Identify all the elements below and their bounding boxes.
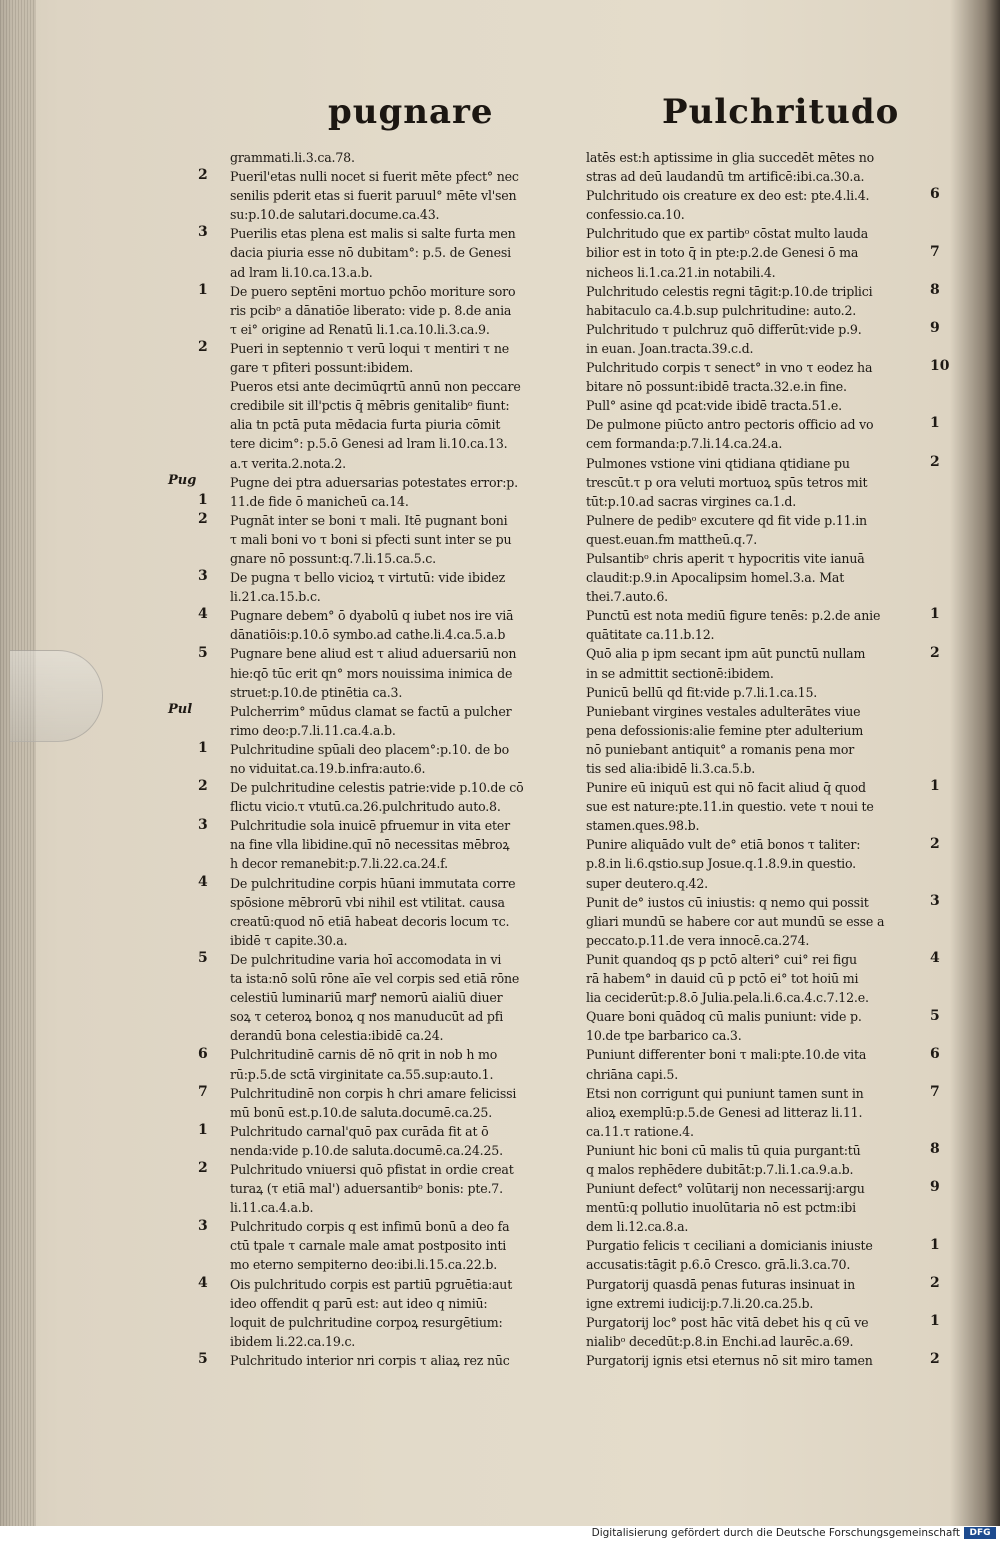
right-margin-marker: 4 <box>930 950 940 967</box>
left-column-line: ad lram li.10.ca.13.a.b. <box>230 264 373 280</box>
right-margin-marker: 1 <box>930 1313 940 1330</box>
right-margin-marker: 7 <box>930 1083 940 1100</box>
right-column-text <box>586 148 932 1370</box>
left-column-line: rū:p.5.de sctā virginitate ca.55.sup:auto.1. <box>230 1066 494 1082</box>
left-column-line: derandū bona celestia:ibidē ca.24. <box>230 1028 444 1044</box>
right-column-line: Purgatorij quasdā penas futuras insinuat in <box>586 1276 855 1292</box>
left-column-line: Pulchritudo interior nri corpis τ aliaꝝ rez nūc <box>230 1352 510 1368</box>
left-column-line: Pulchritudo carnal'quō pax curāda fit at ō <box>230 1123 489 1139</box>
running-head-left: pugnare <box>328 92 494 132</box>
left-column-line: De pugna τ bello vicioꝝ τ virtutū: vide ibidez <box>230 570 506 586</box>
right-column-line: rā habem° in dauid cū p pctō ei° tot hoiū mi <box>586 971 859 987</box>
left-column-line: hie:qō tūc erit qn° mors nouissima inimica de <box>230 665 513 681</box>
right-column-line: Pulchritudo ois creature ex deo est: pte.4.li.4. <box>586 188 870 204</box>
left-column-line: De pulchritudine corpis hūani immutata corre <box>230 875 516 891</box>
right-column-line: quest.euan.fm mattheū.q.7. <box>586 531 758 547</box>
left-margin-marker: 1 <box>198 281 208 298</box>
left-column-line: flictu vicio.τ vtutū.ca.26.pulchritudo auto.8. <box>230 799 501 815</box>
right-column-line: Puniunt defect° volūtarij non necessarij:argu <box>586 1181 865 1197</box>
right-margin-marker: 8 <box>930 281 940 298</box>
right-column-line: ca.11.τ ratione.4. <box>586 1123 694 1139</box>
right-column-line: latēs est:h aptissime in glia succedēt mētes no <box>586 150 875 165</box>
right-margin-marker: 2 <box>930 1351 940 1368</box>
left-margin-marker: 3 <box>198 816 208 833</box>
right-column-line: thei.7.auto.6. <box>586 589 668 605</box>
left-column-text <box>230 148 570 1370</box>
right-column-line: Pulmones vstione vini qtidiana qtidiane pu <box>586 455 850 471</box>
right-column-line: quātitate ca.11.b.12. <box>586 627 715 643</box>
left-column-line: soꝝ τ ceteroꝝ bonoꝝ q nos manuducūt ad pfi <box>230 1009 504 1025</box>
left-margin-marker: 2 <box>198 778 208 795</box>
right-column-line: lia ceciderūt:p.8.ō Julia.pela.li.6.ca.4.c.7.12.e. <box>586 990 869 1006</box>
right-column-line: Quō alia p ipm secant ipm aūt punctū nullam <box>586 646 866 662</box>
right-column-line: bilior est in toto q̄ in pte:p.2.de Genesi ō ma <box>586 245 859 261</box>
left-column-line: Pugnare bene aliud est τ aliud aduersariū non <box>230 646 517 662</box>
bookmark-clip <box>10 650 103 742</box>
right-column-line: Puniebant virgines vestales adulterātes viue <box>586 703 861 719</box>
left-column-line: mū bonū est.p.10.de saluta.documē.ca.25. <box>230 1104 492 1120</box>
right-column-line: Punit quandoq qs p pctō alteri° cui° rei figu <box>586 951 857 967</box>
right-column-line: gliari mundū se habere cor aut mundū se esse a <box>586 913 885 929</box>
left-column-line: De pulchritudine varia hoī accomodata in vi <box>230 951 502 967</box>
left-column-line: Pueri in septennio τ verū loqui τ mentiri τ ne <box>230 340 509 356</box>
left-column-line: ta ista:nō solū rōne aīe vel corpis sed etiā rōne <box>230 971 520 987</box>
right-column-line: confessio.ca.10. <box>586 207 685 223</box>
left-column-line: grammati.li.3.ca.78. <box>230 150 355 165</box>
left-column-line: na fine vlla libidine.quī nō necessitas mēbroꝝ <box>230 837 510 853</box>
left-column-line: su:p.10.de salutari.docume.ca.43. <box>230 207 440 223</box>
running-head-right: Pulchritudo <box>662 92 900 132</box>
left-column-line: Pulchritudinē carnis dē nō qrit in nob h mo <box>230 1047 498 1063</box>
left-column-line: Ois pulchritudo corpis est partiū pgruētia:aut <box>230 1276 513 1292</box>
left-column-line: Pugnare debem° ō dyabolū q iubet nos ire viā <box>230 608 514 624</box>
right-column-line: Pulchritudo corpis τ senect° in vno τ eodez ha <box>586 360 873 376</box>
left-column-line: ibidē τ capite.30.a. <box>230 932 348 948</box>
left-margin-marker: 3 <box>198 1217 208 1234</box>
right-margin-marker: 3 <box>930 892 940 909</box>
right-column-line: super deutero.q.42. <box>586 875 708 891</box>
right-column-line: 10.de tpe barbarico ca.3. <box>586 1028 742 1044</box>
right-margin-marker: 1 <box>930 415 940 432</box>
left-margin-marker: 5 <box>198 950 208 967</box>
left-margin-marker: 4 <box>198 606 208 623</box>
right-column-line: Pulchritudo celestis regni tāgit:p.10.de triplici <box>586 283 873 299</box>
left-margin-marker: 2 <box>198 1160 208 1177</box>
right-column-line: tūt:p.10.ad sacras virgines ca.1.d. <box>586 493 797 509</box>
left-margin-marker: 2 <box>198 339 208 355</box>
left-margin-marker: Pug <box>168 472 197 488</box>
right-column-line: Punire aliquādo vult de° etiā bonos τ taliter: <box>586 837 861 853</box>
left-column-line: Pugnāt inter se boni τ mali. Itē pugnant boni <box>230 512 508 528</box>
left-column-line: creatū:quod nō etiā habeat decoris locum τc. <box>230 913 510 929</box>
right-margin-marker: 5 <box>930 1007 940 1024</box>
left-column-line: Puerilis etas plena est malis si salte furta men <box>230 226 516 242</box>
left-margin-marker: 1 <box>198 740 208 757</box>
right-margin-marker: 7 <box>930 243 940 260</box>
left-margin-marker: 3 <box>198 568 208 585</box>
left-column-line: li.21.ca.15.b.c. <box>230 589 321 605</box>
right-margin-marker: 2 <box>930 835 940 852</box>
left-column-line: loquit de pulchritudine corpoꝝ resurgētium: <box>230 1314 503 1330</box>
right-column-line: bitare nō possunt:ibidē tracta.32.e.in fine. <box>586 379 847 395</box>
right-margin-marker: 2 <box>930 1274 940 1291</box>
left-margin-marker: 3 <box>198 224 208 241</box>
left-margin-marker: 2 <box>198 510 208 527</box>
left-column-line: dacia piuria esse nō dubitam°: p.5. de Genesi <box>230 245 511 261</box>
right-column-line: p.8.in li.6.qstio.sup Josue.q.1.8.9.in questio. <box>586 856 856 872</box>
right-margin-marker: 1 <box>930 1236 940 1253</box>
right-column-line: Purgatorij loc° post hāc vitā debet his q cū ve <box>586 1314 869 1330</box>
right-margin-marker: 6 <box>930 1045 940 1062</box>
right-column-line: tis sed alia:ibidē li.3.ca.5.b. <box>586 761 756 776</box>
left-margin-marker: 1 <box>198 1122 208 1139</box>
left-column-line: τ mali boni vo τ boni si pfecti sunt inter se pu <box>230 531 512 547</box>
right-column-line: Etsi non corrigunt qui puniunt tamen sunt in <box>586 1085 864 1101</box>
left-column-line: credibile sit ill'pctis q̄ mēbris genitalibᵒ fiunt: <box>230 398 510 414</box>
right-margin-marker: 10 <box>930 358 950 375</box>
left-column-line: h decor remanebit:p.7.li.22.ca.24.f. <box>230 856 448 872</box>
right-column-line: nicheos li.1.ca.21.in notabili.4. <box>586 264 776 280</box>
right-column-line: habitaculo ca.4.b.sup pulchritudine: auto.2. <box>586 302 857 318</box>
right-column-line: dem li.12.ca.8.a. <box>586 1219 689 1235</box>
right-column-line: peccato.p.11.de vera innocē.ca.274. <box>586 932 810 948</box>
left-margin-marker: 4 <box>198 873 208 890</box>
left-margin-marker: 6 <box>198 1045 208 1062</box>
right-column-line: Punctū est nota mediū figure tenēs: p.2.de anie <box>586 608 881 624</box>
left-column-line: nenda:vide p.10.de saluta.documē.ca.24.25. <box>230 1142 503 1158</box>
left-column-line: no viduitat.ca.19.b.infra:auto.6. <box>230 761 426 776</box>
right-column-line: Pulchritudo τ pulchruz quō differūt:vide p.9. <box>586 321 862 337</box>
left-column-line: turaꝝ (τ etiā mal') aduersantibᵒ bonis: pte.7. <box>230 1181 503 1197</box>
left-column-line: Pugne dei ptra aduersarias potestates error:p. <box>230 474 518 490</box>
left-margin-marker: 1 <box>198 491 208 508</box>
left-column-line: τ ei° origine ad Renatū li.1.ca.10.li.3.ca.9. <box>230 321 490 337</box>
left-column-line: 11.de fide ō manicheū ca.14. <box>230 493 409 509</box>
right-margin-marker: 2 <box>930 453 940 470</box>
right-column-line: Purgatio felicis τ ceciliani a domicianis iniuste <box>586 1238 873 1254</box>
right-column-line: trescūt.τ p ora veluti mortuoꝝ spūs tetros mit <box>586 474 868 490</box>
right-column-line: Punire eū iniquū est qui nō facit aliud q̄ quod <box>586 780 866 796</box>
right-column-line: chriāna capi.5. <box>586 1066 679 1082</box>
right-column-line: alioꝝ exemplū:p.5.de Genesi ad litteraz li.11. <box>586 1104 863 1120</box>
left-column-line: mo eterno sempiterno deo:ibi.li.15.ca.22.b. <box>230 1257 497 1273</box>
left-column-line: gnare nō possunt:q.7.li.15.ca.5.c. <box>230 550 436 566</box>
left-column-line: ideo offendit q parū est: aut ideo q nimiū: <box>230 1295 488 1311</box>
left-column-line: De puero septēni mortuo pchōo moriture soro <box>230 283 516 299</box>
left-column-line: celestiū luminariū marꝭ nemorū aialiū diuer <box>230 990 503 1006</box>
right-margin-marker: 9 <box>930 1179 940 1196</box>
right-column-line: accusatis:tāgit p.6.ō Cresco. grā.li.3.ca.70. <box>586 1257 851 1273</box>
right-margin-marker: 9 <box>930 319 940 336</box>
left-margin-marker: 5 <box>198 1351 208 1368</box>
left-column-line: ibidem li.22.ca.19.c. <box>230 1333 356 1349</box>
right-column-line: Puniunt hic boni cū malis tū quia purgant:tū <box>586 1142 861 1158</box>
left-column-line: rimo deo:p.7.li.11.ca.4.a.b. <box>230 722 396 738</box>
right-column-line: claudit:p.9.in Apocalipsim homel.3.a. Mat <box>586 570 845 586</box>
left-column-line: li.11.ca.4.a.b. <box>230 1200 314 1216</box>
right-column-line: cem formanda:p.7.li.14.ca.24.a. <box>586 436 783 452</box>
left-column-line: ctū tpale τ carnale male amat postposito inti <box>230 1238 507 1254</box>
right-column-line: sue est nature:pte.11.in questio. vete τ noui te <box>586 799 874 815</box>
right-margin-marker: 8 <box>930 1141 940 1158</box>
right-margin-marker: 6 <box>930 186 940 203</box>
left-column-line: senilis pderit etas si fuerit paruul° mēte vl'sen <box>230 188 517 204</box>
right-column-line: igne extremi iudicij:p.7.li.20.ca.25.b. <box>586 1295 814 1311</box>
right-column-line: Pulsantibᵒ chris aperit τ hypocritis vite ianuā <box>586 550 865 566</box>
left-margin-marker: 5 <box>198 644 208 661</box>
left-column-line: ris pcibᵒ a dānatiōe liberato: vide p. 8.de ania <box>230 302 512 318</box>
right-column-line: Punicū bellū qd fit:vide p.7.li.1.ca.15. <box>586 684 818 700</box>
left-column-line: Pulchritudinē non corpis h chri amare felicissi <box>230 1085 517 1101</box>
right-column-line: Pulchritudo que ex partibᵒ cōstat multo lauda <box>586 226 869 242</box>
left-margin-marker: 2 <box>198 167 208 184</box>
right-column-line: Punit de° iustos cū iniustis: q nemo qui possit <box>586 894 869 910</box>
right-column-line: Quare boni quādoq cū malis puniunt: vide p. <box>586 1009 862 1025</box>
left-column-line: spōsione mēbrorū vbi nihil est vtilitat. causa <box>230 894 505 910</box>
left-column-line: Pueril'etas nulli nocet si fuerit mēte pfect° nec <box>230 169 519 185</box>
left-column-line: struet:p.10.de ptinētia ca.3. <box>230 684 403 700</box>
left-column-line: Pulchritudine spūali deo placem°:p.10. de bo <box>230 741 509 757</box>
left-column-line: gare τ pfiteri possunt:ibidem. <box>230 360 414 376</box>
dfg-logo: DFG <box>964 1527 996 1539</box>
left-margin-marker: Pul <box>168 701 193 717</box>
left-column-line: Pulchritudie sola inuicē pfruemur in vita eter <box>230 818 510 834</box>
left-column-line: dānatiōis:p.10.ō symbo.ad cathe.li.4.ca.5.a.b <box>230 627 506 643</box>
right-column-line: q malos rephēdere dubitāt:p.7.li.1.ca.9.a.b. <box>586 1161 854 1177</box>
right-margin-marker: 2 <box>930 644 940 661</box>
page-edge-stack <box>0 0 36 1526</box>
right-column-line: Puniunt differenter boni τ mali:pte.10.de vita <box>586 1047 867 1063</box>
right-column-line: stras ad deū laudandū tm artificē:ibi.ca.30.a. <box>586 169 865 185</box>
left-column-line: Pulchritudo corpis q est infimū bonū a deo fa <box>230 1219 510 1235</box>
left-column-line: Pulchritudo vniuersi quō pfistat in ordie creat <box>230 1161 514 1177</box>
left-column-line: Pueros etsi ante decimūqrtū annū non peccare <box>230 379 521 395</box>
right-margin-marker: 1 <box>930 778 940 795</box>
left-column-line: De pulchritudine celestis patrie:vide p.10.de cō <box>230 780 524 796</box>
right-column-line: Pulnere de pedibᵒ excutere qd fit vide p.11.in <box>586 512 867 528</box>
left-margin-marker: 7 <box>198 1083 208 1100</box>
footer-credit: Digitalisierung gefördert durch die Deutsche Forschungsgemeinschaft <box>591 1527 960 1539</box>
left-margin-marker: 4 <box>198 1274 208 1291</box>
left-column-line: a.τ verita.2.nota.2. <box>230 455 346 471</box>
left-column-line: alia tn pctā puta mēdacia furta piuria cōmit <box>230 417 501 433</box>
right-column-line: stamen.ques.98.b. <box>586 818 700 834</box>
right-column-line: Pull° asine qd pcat:vide ibidē tracta.51.e. <box>586 398 842 414</box>
right-column-line: Purgatorij ignis etsi eternus nō sit miro tamen <box>586 1352 873 1368</box>
right-column-line: nō puniebant antiquit° a romanis pena mor <box>586 741 855 757</box>
right-column-line: pena defossionis:alie femine pter adulterium <box>586 722 864 738</box>
right-column-line: mentū:q pollutio inuolūtaria nō est pctm:ibi <box>586 1200 856 1216</box>
right-column-line: in se admittit sectionē:ibidem. <box>586 665 774 681</box>
right-column-line: in euan. Joan.tracta.39.c.d. <box>586 340 754 356</box>
right-margin-marker: 1 <box>930 606 940 623</box>
left-column-line: tere dicim°: p.5.ō Genesi ad lram li.10.ca.13. <box>230 436 508 452</box>
right-column-line: nialibᵒ decedūt:p.8.in Enchi.ad laurēc.a.69. <box>586 1333 854 1349</box>
right-column-line: De pulmone piūcto antro pectoris officio ad vo <box>586 417 874 433</box>
footer-bar <box>0 1526 1000 1541</box>
left-column-line: Pulcherrim° mūdus clamat se factū a pulcher <box>230 703 512 719</box>
